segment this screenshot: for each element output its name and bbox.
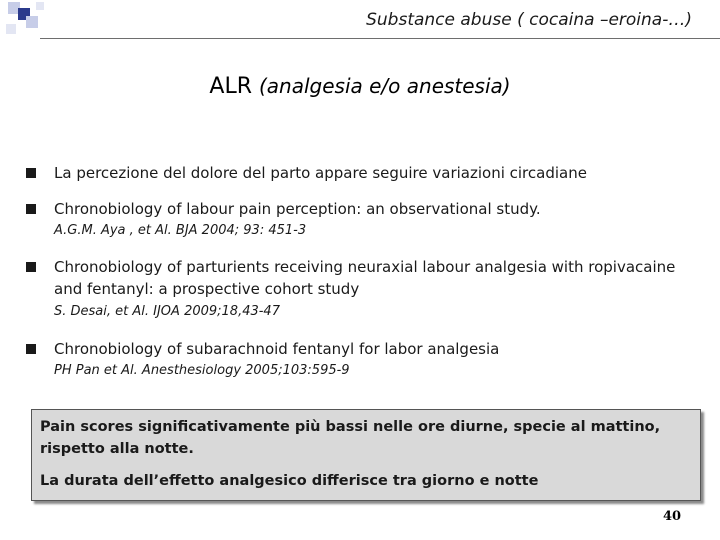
list-item: Chronobiology of labour pain perception: an observational study. — [54, 200, 541, 218]
deco-square — [36, 2, 44, 10]
slide-title-sub: (analgesia e/o anestesia) — [258, 74, 511, 98]
list-item: La percezione del dolore del parto appare seguire variazioni circadiane — [54, 164, 587, 182]
summary-line: La durata dell’effetto analgesico differisce tra giorno e notte — [40, 473, 539, 489]
header-divider — [40, 38, 720, 39]
bullet-marker — [26, 344, 36, 354]
header-title: Substance abuse ( cocaina –eroina-…) — [366, 10, 692, 30]
summary-box — [31, 409, 701, 501]
list-item: Chronobiology of subarachnoid fentanyl for labor analgesia — [54, 340, 500, 358]
page-number: 40 — [663, 509, 682, 524]
bullet-marker — [26, 262, 36, 272]
list-item-reference: A.G.M. Aya , et Al. BJA 2004; 93: 451-3 — [54, 223, 307, 238]
deco-square — [6, 24, 16, 34]
deco-square — [26, 16, 38, 28]
bullet-marker — [26, 168, 36, 178]
summary-line: Pain scores significativamente più bassi nelle ore diurne, specie al mattino, rispetto alla notte. — [40, 419, 661, 457]
list-item-reference: S. Desai, et Al. IJOA 2009;18,43-47 — [54, 304, 280, 319]
list-item-reference: PH Pan et Al. Anesthesiology 2005;103:595-9 — [54, 363, 350, 378]
bullet-marker — [26, 204, 36, 214]
slide-title — [0, 74, 720, 99]
slide-title-main: ALR — [209, 74, 252, 99]
list-item: Chronobiology of parturients receiving neuraxial labour analgesia with ropivacaine and fentanyl: a prospective cohort study — [54, 258, 676, 298]
